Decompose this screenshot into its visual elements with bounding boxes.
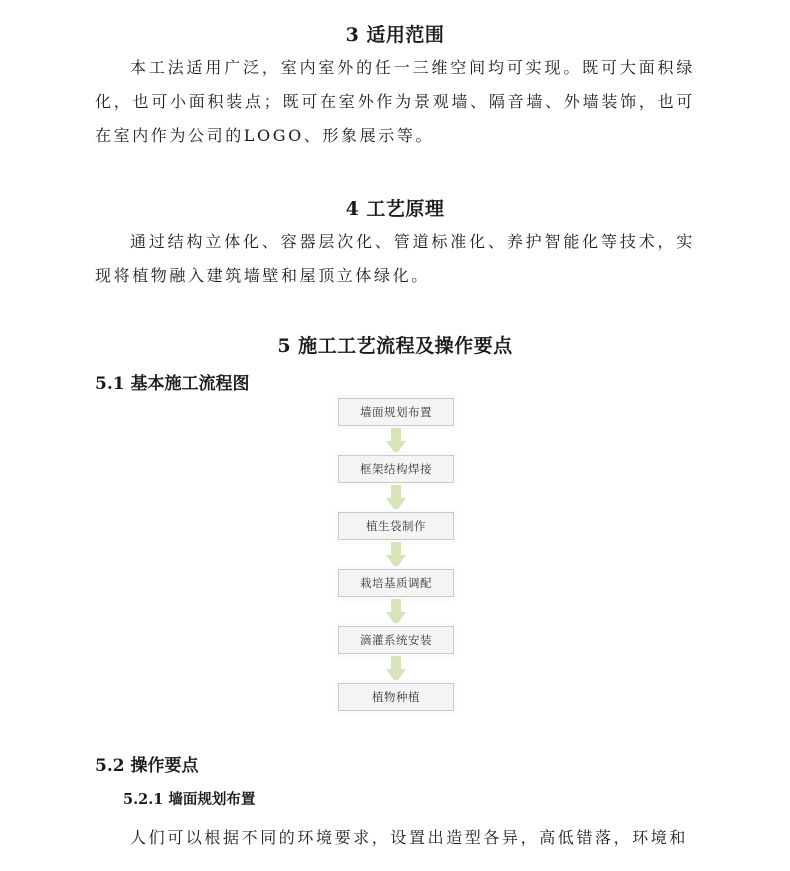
flow-step-planting: 植物种植 (338, 683, 454, 711)
section-5-title: 5 施工工艺流程及操作要点 (277, 335, 513, 357)
section-5-1-title: 5.1 基本施工流程图 (95, 374, 250, 394)
flow-step-drip-irrigation: 滴灌系统安装 (338, 626, 454, 654)
section-4-title: 4 工艺原理 (345, 198, 445, 220)
flow-step-plant-bag: 植生袋制作 (338, 512, 454, 540)
section-4-paragraph: 通过结构立体化、容器层次化、管道标准化、养护智能化等技术，实现将植物融入建筑墙壁和屋顶立体绿化。 (95, 232, 695, 285)
flow-step-wall-planning: 墙面规划布置 (338, 398, 454, 426)
section-3-title: 3 适用范围 (345, 24, 445, 46)
section-5-2-title: 5.2 操作要点 (95, 756, 199, 776)
section-5-2-1-title: 5.2.1 墙面规划布置 (123, 791, 256, 808)
flow-step-substrate-mix: 栽培基质调配 (338, 569, 454, 597)
flow-arrow-down-icon (386, 485, 406, 513)
flow-arrow-down-icon (386, 428, 406, 456)
flow-arrow-down-icon (386, 542, 406, 570)
section-5-2-1-paragraph: 人们可以根据不同的环境要求，设置出造型各异，高低错落，环境和 (130, 828, 689, 847)
flow-arrow-down-icon (386, 656, 406, 684)
section-3-paragraph: 本工法适用广泛，室内室外的任一三维空间均可实现。既可大面积绿化，也可小面积装点；既可在室外作为景观墙、隔音墙、外墙装饰，也可在室内作为公司的LOGO、形象展示等。 (95, 58, 695, 145)
flow-arrow-down-icon (386, 599, 406, 627)
flow-step-frame-welding: 框架结构焊接 (338, 455, 454, 483)
